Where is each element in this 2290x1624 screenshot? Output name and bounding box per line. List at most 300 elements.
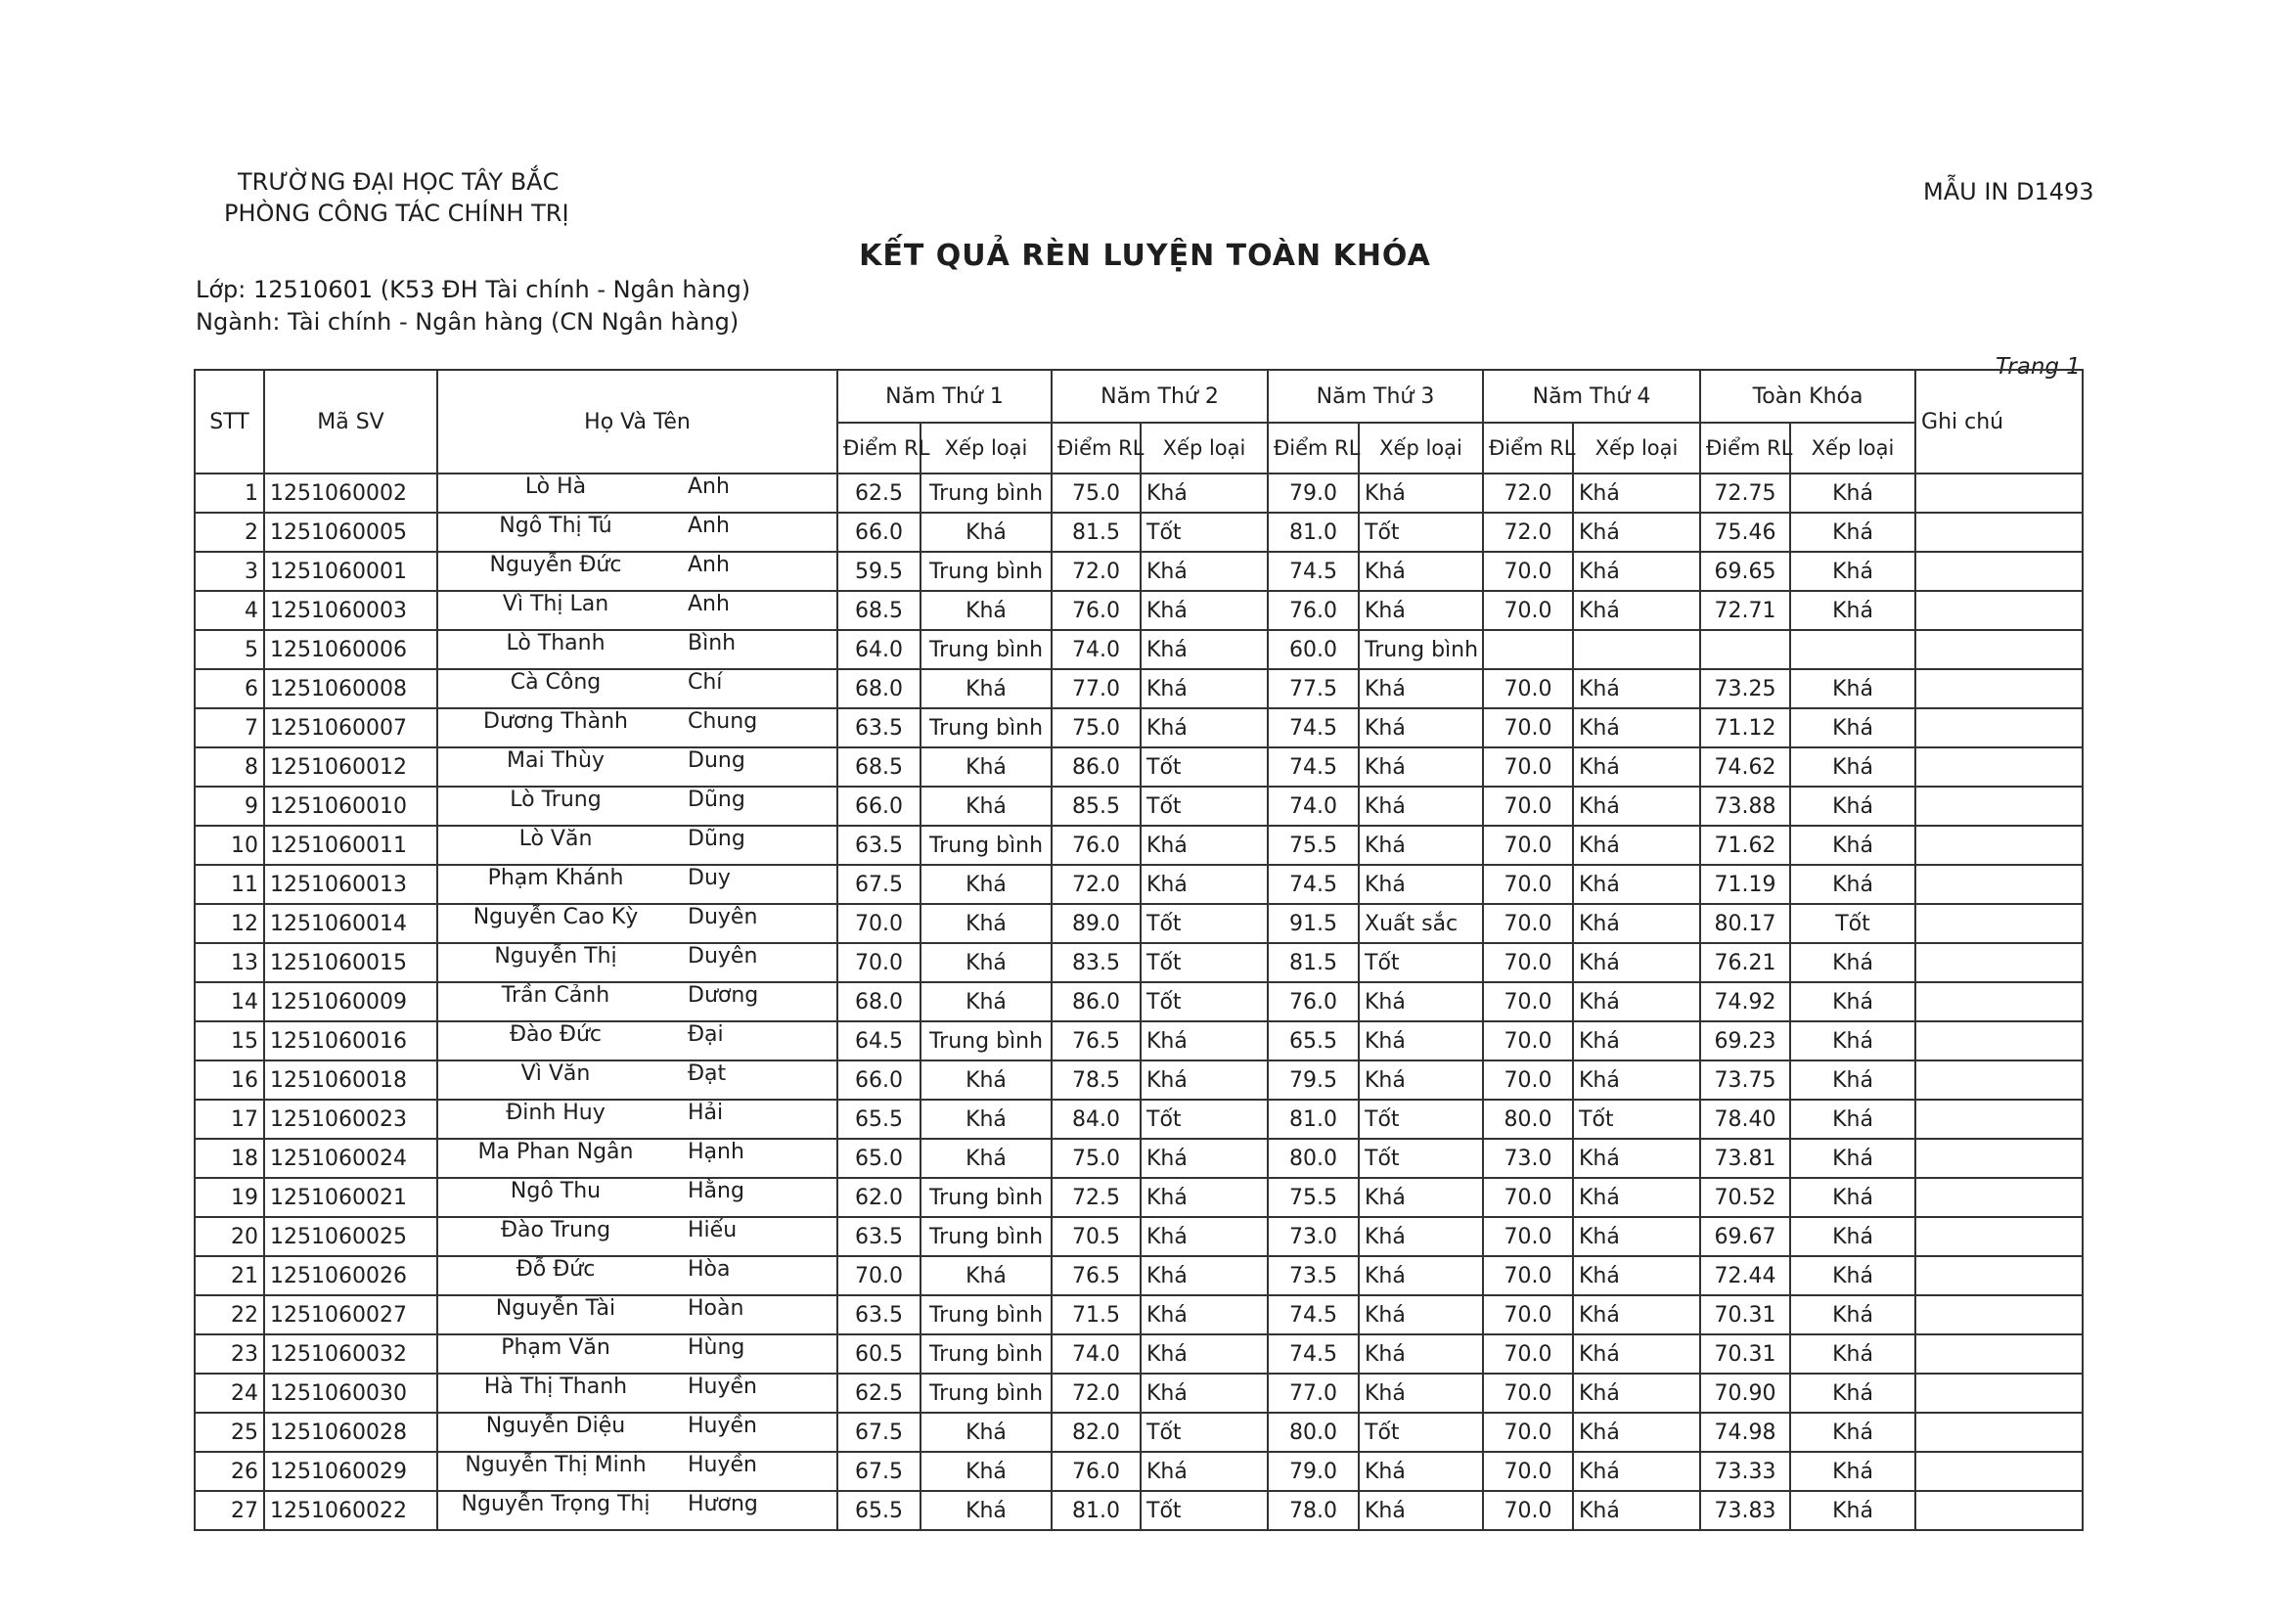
table-row [195,708,2083,747]
cell-student-id: 1251060028 [264,1413,437,1452]
cell-given-name: Duy [688,866,731,890]
cell-year4-score: 70.0 [1483,1413,1573,1452]
cell-year3-rank: Trung bình [1359,630,1483,669]
cell-year2-score: 77.0 [1052,669,1141,708]
class-info [196,274,750,338]
cell-note [1915,474,2083,513]
cell-year4-score: 80.0 [1483,1100,1573,1139]
cell-family-name: Ma Phan Ngân [477,1140,634,1164]
cell-overall-score: 70.90 [1700,1374,1790,1413]
cell-year3-score: 78.0 [1268,1491,1359,1530]
col-year1-score: Điểm RL [837,423,920,474]
cell-overall-rank: Khá [1790,552,1915,591]
cell-note [1915,747,2083,787]
cell-stt: 5 [195,630,264,669]
table-row [195,474,2083,513]
cell-year1-score: 62.5 [837,474,920,513]
cell-year3-score: 77.0 [1268,1374,1359,1413]
cell-stt: 8 [195,747,264,787]
cell-year1-rank: Khá [920,747,1052,787]
table-row [195,1021,2083,1060]
cell-year1-score: 62.0 [837,1178,920,1217]
cell-overall-rank: Khá [1790,1491,1915,1530]
cell-year4-score: 72.0 [1483,513,1573,552]
cell-year2-rank: Khá [1141,474,1268,513]
table-row [195,1139,2083,1178]
table-row [195,669,2083,708]
cell-year1-score: 70.0 [837,943,920,982]
table-row [195,747,2083,787]
cell-year4-score: 70.0 [1483,1217,1573,1256]
cell-year2-rank: Tốt [1141,904,1268,943]
cell-year1-score: 68.0 [837,982,920,1021]
cell-overall-score: 73.25 [1700,669,1790,708]
cell-family-name: Hà Thị Thanh [483,1375,628,1399]
cell-year3-score: 74.5 [1268,1334,1359,1374]
cell-overall-score: 70.31 [1700,1334,1790,1374]
cell-year3-rank: Khá [1359,1256,1483,1295]
cell-year4-rank: Khá [1573,1178,1700,1217]
cell-year3-rank: Khá [1359,787,1483,826]
cell-year3-rank: Khá [1359,1491,1483,1530]
cell-student-id: 1251060032 [264,1334,437,1374]
cell-year1-rank: Khá [920,1060,1052,1100]
cell-stt: 11 [195,865,264,904]
table-row [195,943,2083,982]
cell-year1-rank: Khá [920,1256,1052,1295]
cell-family-name: Cà Công [510,670,602,695]
cell-year3-score: 75.5 [1268,826,1359,865]
cell-note [1915,787,2083,826]
cell-year1-score: 63.5 [837,708,920,747]
cell-year2-score: 85.5 [1052,787,1141,826]
cell-year3-rank: Tốt [1359,1139,1483,1178]
cell-full-name [437,1021,837,1060]
cell-year1-rank: Khá [920,1413,1052,1452]
table-row [195,787,2083,826]
col-student-id: Mã SV [264,370,437,474]
cell-family-name: Vì Văn [520,1061,591,1086]
cell-year2-rank: Khá [1141,552,1268,591]
cell-year2-rank: Khá [1141,826,1268,865]
cell-year2-score: 84.0 [1052,1100,1141,1139]
cell-stt: 10 [195,826,264,865]
cell-overall-rank: Khá [1790,1021,1915,1060]
cell-overall-score: 71.19 [1700,865,1790,904]
cell-year2-rank: Khá [1141,1217,1268,1256]
cell-year2-rank: Khá [1141,1178,1268,1217]
cell-year4-score [1483,630,1573,669]
cell-student-id: 1251060006 [264,630,437,669]
cell-year1-score: 68.5 [837,747,920,787]
cell-stt: 4 [195,591,264,630]
cell-year1-rank: Khá [920,513,1052,552]
cell-note [1915,904,2083,943]
cell-full-name [437,669,837,708]
cell-family-name: Lò Hà [524,474,587,499]
cell-year1-score: 68.5 [837,591,920,630]
cell-year3-rank: Tốt [1359,1100,1483,1139]
cell-year1-rank: Trung bình [920,474,1052,513]
cell-year4-rank: Khá [1573,552,1700,591]
cell-overall-score: 71.12 [1700,708,1790,747]
cell-year2-rank: Khá [1141,669,1268,708]
cell-year1-rank: Trung bình [920,630,1052,669]
cell-year1-score: 66.0 [837,1060,920,1100]
cell-family-name: Nguyễn Cao Kỳ [472,905,639,929]
cell-year4-rank: Khá [1573,1452,1700,1491]
cell-year2-rank: Tốt [1141,513,1268,552]
cell-year3-rank: Tốt [1359,1413,1483,1452]
cell-overall-rank: Khá [1790,787,1915,826]
cell-year1-score: 67.5 [837,865,920,904]
cell-year3-score: 60.0 [1268,630,1359,669]
cell-year3-rank: Khá [1359,1217,1483,1256]
cell-overall-score: 75.46 [1700,513,1790,552]
cell-overall-rank: Khá [1790,708,1915,747]
table-row [195,1100,2083,1139]
cell-full-name [437,1452,837,1491]
cell-year3-score: 81.0 [1268,1100,1359,1139]
class-line: Lớp: 12510601 (K53 ĐH Tài chính - Ngân hàng) [196,276,751,303]
cell-student-id: 1251060005 [264,513,437,552]
cell-stt: 1 [195,474,264,513]
cell-year2-score: 75.0 [1052,474,1141,513]
cell-note [1915,943,2083,982]
cell-family-name: Đỗ Đức [516,1257,596,1282]
cell-year1-rank: Trung bình [920,708,1052,747]
cell-overall-score: 73.81 [1700,1139,1790,1178]
cell-year1-rank: Trung bình [920,1295,1052,1334]
cell-given-name: Bình [688,631,737,655]
cell-full-name [437,787,837,826]
cell-year1-score: 59.5 [837,552,920,591]
cell-year3-rank: Khá [1359,747,1483,787]
cell-year1-rank: Khá [920,904,1052,943]
cell-year3-rank: Tốt [1359,513,1483,552]
cell-year4-score: 70.0 [1483,1334,1573,1374]
cell-note [1915,1491,2083,1530]
cell-note [1915,591,2083,630]
cell-full-name [437,1491,837,1530]
cell-family-name: Nguyễn Thị [494,944,617,969]
cell-year3-rank: Xuất sắc [1359,904,1483,943]
cell-year2-score: 74.0 [1052,630,1141,669]
cell-overall-rank: Khá [1790,669,1915,708]
cell-full-name [437,1374,837,1413]
cell-note [1915,1139,2083,1178]
cell-note [1915,1060,2083,1100]
cell-given-name: Dũng [688,788,745,812]
cell-overall-rank: Khá [1790,1178,1915,1217]
col-year2: Năm Thứ 2 [1052,370,1268,423]
cell-full-name [437,513,837,552]
cell-stt: 18 [195,1139,264,1178]
cell-overall-score: 69.67 [1700,1217,1790,1256]
cell-stt: 24 [195,1374,264,1413]
cell-year2-score: 76.0 [1052,1452,1141,1491]
cell-student-id: 1251060029 [264,1452,437,1491]
cell-family-name: Lò Trung [510,788,602,812]
cell-family-name: Trần Cảnh [501,983,610,1008]
cell-year1-score: 62.5 [837,1374,920,1413]
cell-given-name: Chung [688,709,758,734]
cell-year2-rank: Tốt [1141,787,1268,826]
cell-overall-rank: Khá [1790,982,1915,1021]
cell-family-name: Nguyễn Trọng Thị [461,1492,651,1516]
cell-stt: 23 [195,1334,264,1374]
cell-year1-score: 65.5 [837,1491,920,1530]
cell-year3-rank: Khá [1359,1021,1483,1060]
cell-year4-score: 70.0 [1483,826,1573,865]
cell-year3-score: 81.5 [1268,943,1359,982]
cell-year2-score: 81.5 [1052,513,1141,552]
col-full-name: Họ Và Tên [437,370,837,474]
cell-overall-rank: Tốt [1790,904,1915,943]
cell-note [1915,552,2083,591]
cell-overall-rank: Khá [1790,1295,1915,1334]
cell-overall-rank: Khá [1790,943,1915,982]
cell-student-id: 1251060012 [264,747,437,787]
cell-family-name: Nguyễn Đức [489,553,622,577]
cell-note [1915,826,2083,865]
cell-year3-rank: Khá [1359,591,1483,630]
cell-given-name: Đại [688,1022,724,1047]
cell-given-name: Dương [688,983,759,1008]
cell-note [1915,1217,2083,1256]
col-year3-rank: Xếp loại [1359,423,1483,474]
cell-year4-rank: Khá [1573,669,1700,708]
school-name: TRƯỜNG ĐẠI HỌC TÂY BẮC [238,168,560,196]
cell-year4-rank [1573,630,1700,669]
cell-year4-rank: Khá [1573,708,1700,747]
cell-family-name: Lò Thanh [506,631,606,655]
cell-year4-rank: Khá [1573,943,1700,982]
col-note: Ghi chú [1915,370,2083,474]
cell-given-name: Duyên [688,905,758,929]
cell-student-id: 1251060002 [264,474,437,513]
cell-year4-score: 70.0 [1483,1256,1573,1295]
cell-year3-score: 73.0 [1268,1217,1359,1256]
cell-family-name: Nguyễn Diệu [485,1414,626,1438]
cell-note [1915,708,2083,747]
cell-year3-score: 74.0 [1268,787,1359,826]
cell-year3-score: 73.5 [1268,1256,1359,1295]
cell-year2-rank: Khá [1141,1374,1268,1413]
cell-year3-rank: Tốt [1359,943,1483,982]
cell-overall-rank: Khá [1790,1413,1915,1452]
cell-year4-score: 72.0 [1483,474,1573,513]
cell-student-id: 1251060013 [264,865,437,904]
cell-year2-rank: Khá [1141,708,1268,747]
cell-stt: 17 [195,1100,264,1139]
cell-year3-rank: Khá [1359,1295,1483,1334]
cell-overall-score: 74.98 [1700,1413,1790,1452]
cell-family-name: Lò Văn [518,827,593,851]
results-table [194,369,2084,1531]
cell-year1-score: 64.5 [837,1021,920,1060]
cell-year1-rank: Khá [920,1452,1052,1491]
table-row [195,1178,2083,1217]
cell-family-name: Đào Trung [500,1218,611,1242]
col-year1-rank: Xếp loại [920,423,1052,474]
cell-year2-rank: Khá [1141,1060,1268,1100]
cell-year3-score: 80.0 [1268,1413,1359,1452]
cell-student-id: 1251060008 [264,669,437,708]
cell-note [1915,1021,2083,1060]
cell-student-id: 1251060021 [264,1178,437,1217]
cell-year4-score: 70.0 [1483,1060,1573,1100]
cell-year3-rank: Khá [1359,826,1483,865]
col-year4: Năm Thứ 4 [1483,370,1700,423]
cell-overall-score: 76.21 [1700,943,1790,982]
cell-full-name [437,826,837,865]
cell-family-name: Đào Đức [509,1022,603,1047]
department-name: PHÒNG CÔNG TÁC CHÍNH TRỊ [224,200,569,227]
cell-stt: 3 [195,552,264,591]
cell-year1-score: 65.5 [837,1100,920,1139]
cell-overall-score: 80.17 [1700,904,1790,943]
cell-year2-rank: Khá [1141,1334,1268,1374]
cell-stt: 12 [195,904,264,943]
table-row [195,1491,2083,1530]
cell-year4-rank: Khá [1573,747,1700,787]
cell-overall-score: 74.92 [1700,982,1790,1021]
col-year2-rank: Xếp loại [1141,423,1268,474]
cell-year4-score: 70.0 [1483,708,1573,747]
cell-overall-score: 73.83 [1700,1491,1790,1530]
cell-year4-rank: Khá [1573,513,1700,552]
cell-given-name: Huyền [688,1453,757,1477]
cell-overall-rank [1790,630,1915,669]
cell-year1-score: 63.5 [837,1295,920,1334]
table-row [195,1060,2083,1100]
cell-year3-score: 79.5 [1268,1060,1359,1100]
cell-full-name [437,1178,837,1217]
cell-year4-score: 70.0 [1483,865,1573,904]
cell-overall-rank: Khá [1790,1139,1915,1178]
cell-year1-rank: Khá [920,1100,1052,1139]
cell-year4-score: 73.0 [1483,1139,1573,1178]
table-row [195,591,2083,630]
cell-given-name: Hạnh [688,1140,744,1164]
cell-year4-rank: Khá [1573,787,1700,826]
cell-year2-score: 72.0 [1052,552,1141,591]
cell-overall-rank: Khá [1790,1217,1915,1256]
cell-year4-rank: Khá [1573,1491,1700,1530]
cell-year2-score: 74.0 [1052,1334,1141,1374]
table-row [195,1374,2083,1413]
cell-year4-rank: Khá [1573,1334,1700,1374]
cell-year4-score: 70.0 [1483,982,1573,1021]
cell-year2-rank: Tốt [1141,1100,1268,1139]
cell-full-name [437,630,837,669]
cell-year1-score: 70.0 [837,904,920,943]
cell-year3-score: 74.5 [1268,1295,1359,1334]
cell-full-name [437,982,837,1021]
cell-given-name: Hoàn [688,1296,744,1321]
cell-year2-score: 72.0 [1052,1374,1141,1413]
table-row [195,630,2083,669]
cell-year3-score: 75.5 [1268,1178,1359,1217]
cell-year4-score: 70.0 [1483,1295,1573,1334]
cell-overall-score: 72.71 [1700,591,1790,630]
cell-year4-rank: Khá [1573,474,1700,513]
cell-year3-score: 74.5 [1268,552,1359,591]
cell-year2-rank: Khá [1141,630,1268,669]
cell-year2-rank: Tốt [1141,943,1268,982]
cell-stt: 16 [195,1060,264,1100]
cell-year4-score: 70.0 [1483,787,1573,826]
cell-year2-score: 72.0 [1052,865,1141,904]
cell-family-name: Phạm Văn [501,1335,610,1360]
col-year1: Năm Thứ 1 [837,370,1052,423]
cell-year2-score: 86.0 [1052,982,1141,1021]
cell-year2-rank: Khá [1141,1295,1268,1334]
cell-year2-score: 86.0 [1052,747,1141,787]
cell-year3-score: 74.5 [1268,865,1359,904]
cell-year4-score: 70.0 [1483,943,1573,982]
cell-year3-rank: Khá [1359,1178,1483,1217]
cell-full-name [437,1217,837,1256]
cell-year3-rank: Khá [1359,552,1483,591]
cell-family-name: Mai Thùy [507,748,605,773]
cell-given-name: Hải [688,1101,724,1125]
cell-year1-rank: Khá [920,787,1052,826]
cell-year2-rank: Tốt [1141,747,1268,787]
cell-family-name: Dương Thành [483,709,628,734]
cell-student-id: 1251060030 [264,1374,437,1413]
cell-stt: 27 [195,1491,264,1530]
cell-given-name: Chí [688,670,723,695]
cell-year4-rank: Khá [1573,982,1700,1021]
cell-year1-score: 70.0 [837,1256,920,1295]
cell-full-name [437,1413,837,1452]
cell-full-name [437,1295,837,1334]
cell-note [1915,1452,2083,1491]
cell-year4-rank: Khá [1573,826,1700,865]
col-overall: Toàn Khóa [1700,370,1915,423]
table-row [195,865,2083,904]
cell-year4-rank: Khá [1573,1021,1700,1060]
organization-header [224,166,569,229]
cell-full-name [437,708,837,747]
major-line: Ngành: Tài chính - Ngân hàng (CN Ngân hàng) [196,308,740,336]
cell-overall-score: 71.62 [1700,826,1790,865]
table-header [195,370,2083,474]
col-overall-score: Điểm RL [1700,423,1790,474]
cell-year3-score: 74.5 [1268,708,1359,747]
table-row [195,826,2083,865]
cell-year4-rank: Khá [1573,1217,1700,1256]
cell-overall-rank: Khá [1790,1100,1915,1139]
cell-year1-score: 65.0 [837,1139,920,1178]
cell-year3-rank: Khá [1359,1334,1483,1374]
cell-student-id: 1251060010 [264,787,437,826]
cell-year3-score: 65.5 [1268,1021,1359,1060]
cell-overall-rank: Khá [1790,1374,1915,1413]
cell-given-name: Anh [688,474,730,499]
cell-year1-rank: Trung bình [920,1374,1052,1413]
cell-given-name: Hòa [688,1257,731,1282]
cell-note [1915,1334,2083,1374]
cell-year4-score: 70.0 [1483,904,1573,943]
cell-year1-score: 67.5 [837,1413,920,1452]
cell-stt: 9 [195,787,264,826]
cell-student-id: 1251060014 [264,904,437,943]
cell-year4-score: 70.0 [1483,1374,1573,1413]
cell-student-id: 1251060027 [264,1295,437,1334]
